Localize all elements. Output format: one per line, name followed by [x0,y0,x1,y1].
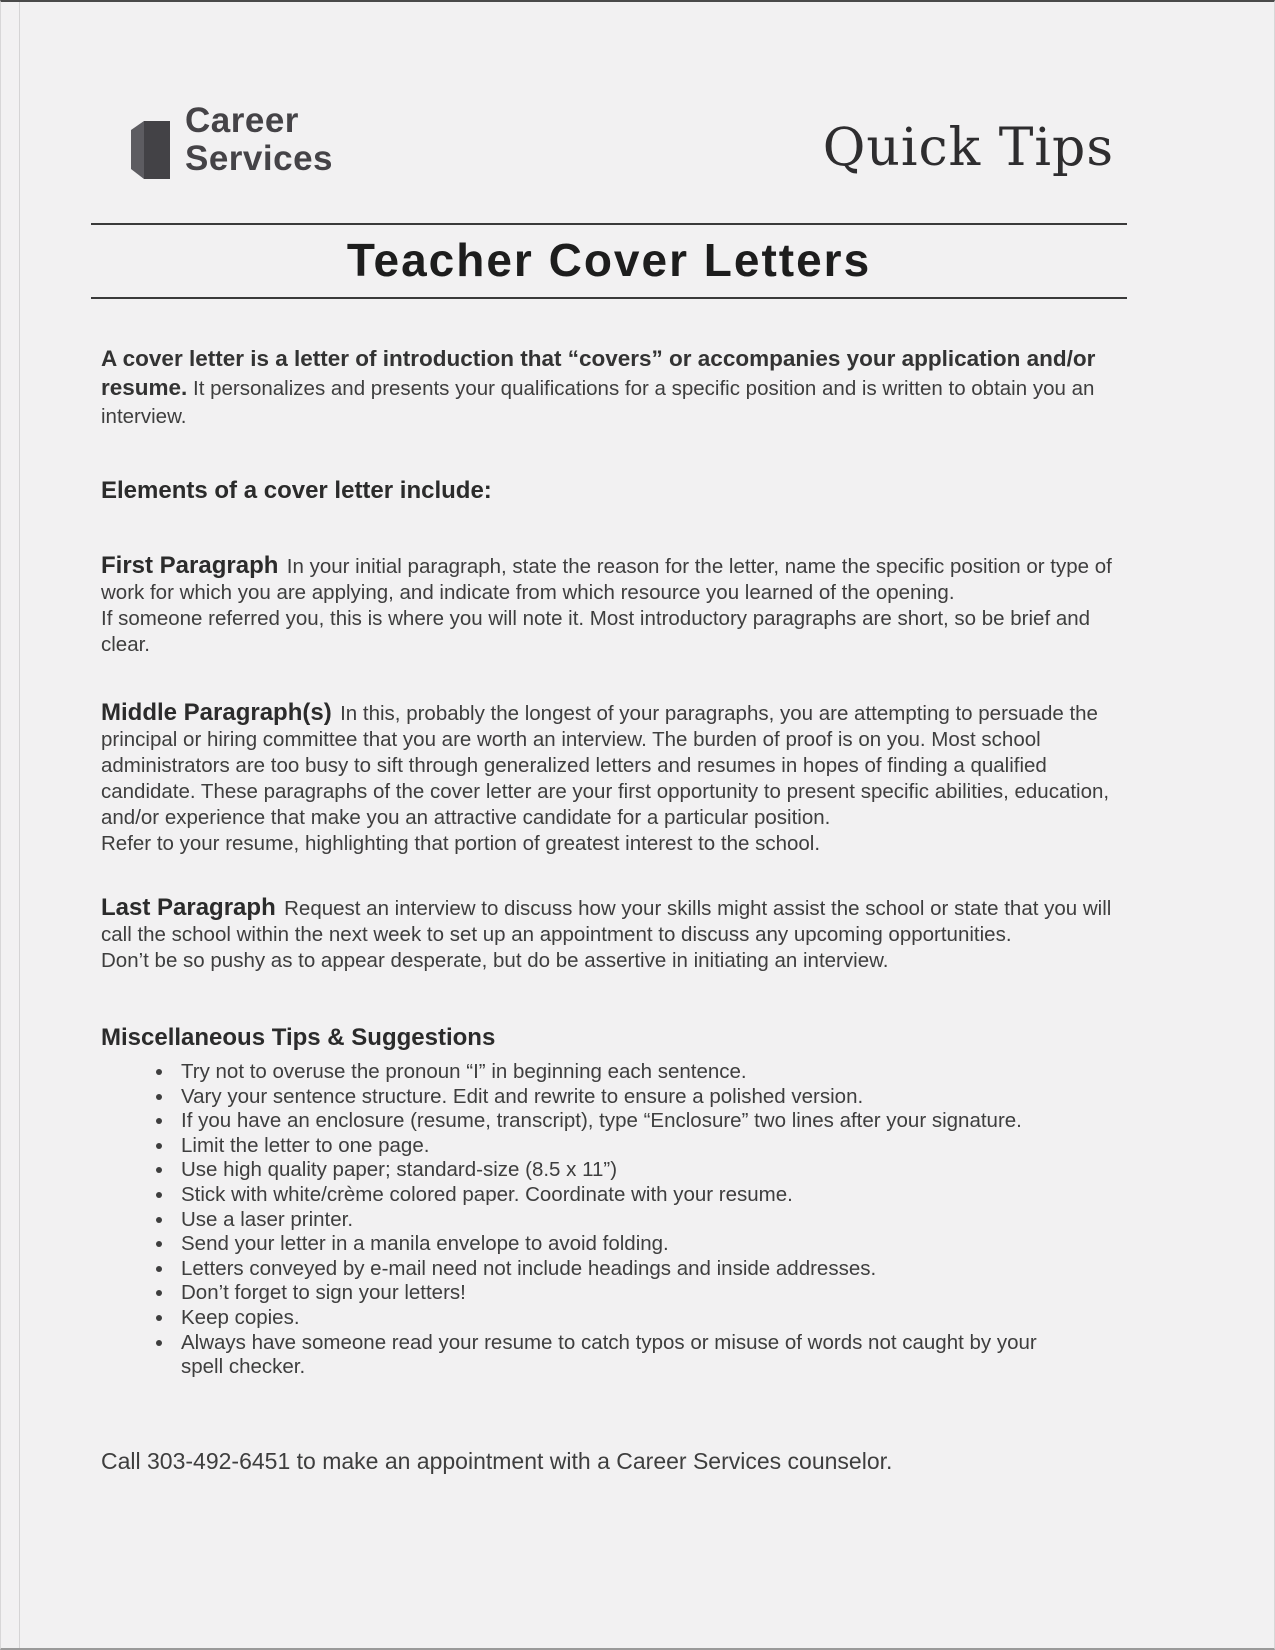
list-item: • If you have an enclosure (resume, transcript), type “Enclosure” two lines after your signature. [175,1109,1064,1134]
quick-tips-wordmark: Quick Tips [822,118,1114,178]
logo-text [185,102,333,178]
list-item: • Use high quality paper; standard-size (8.5 x 11”) [175,1158,1064,1183]
section-first-paragraph [101,553,1134,658]
list-item: • Letters conveyed by e-mail need not include headings and inside addresses. [175,1257,1064,1282]
section-label: Last Paragraph [101,894,276,921]
intro-rest-text: It personalizes and presents your qualifications for a specific position and is written to obtain you an interview. [101,377,1095,428]
list-item: • Always have someone read your resume to catch typos or misuse of words not caught by your spell checker. [175,1331,1064,1380]
logo-line1: Career [185,101,299,140]
section-extra: If someone referred you, this is where you will note it. Most introductory paragraphs are short, so be brief and clear. [101,607,1091,656]
section-label: Middle Paragraph(s) [101,699,332,726]
title-rule-bottom [91,297,1127,299]
list-item: • Use a laser printer. [175,1208,1064,1233]
section-extra: Don’t be so pushy as to appear desperate, but do be assertive in initiating an interview. [101,949,889,972]
section-body: In your initial paragraph, state the reason for the letter, name the specific position or type of work for which you are applying, and indicate from which resource you learned of the opening. [101,555,1112,604]
logo-line2: Services [185,139,334,178]
list-item: • Send your letter in a manila envelope to avoid folding. [175,1232,1064,1257]
intro-paragraph [101,345,1134,431]
section-last-paragraph [101,895,1134,974]
masthead [1,2,1274,187]
footer-call-line: Call 303-492-6451 to make an appointment with a Career Services counselor. [101,1447,893,1474]
section-extra: Refer to your resume, highlighting that portion of greatest interest to the school. [101,832,821,855]
list-item: • Try not to overuse the pronoun “I” in beginning each sentence. [175,1060,1064,1085]
section-label: First Paragraph [101,552,279,579]
tips-list [101,1060,1064,1380]
elements-heading: Elements of a cover letter include: [101,477,492,504]
page-title: Teacher Cover Letters [346,234,872,286]
list-item: • Limit the letter to one page. [175,1134,1064,1159]
section-middle-paragraphs [101,700,1134,857]
tips-heading: Miscellaneous Tips & Suggestions [101,1024,496,1051]
list-item: • Stick with white/crème colored paper. Coordinate with your resume. [175,1183,1064,1208]
list-item: • Don’t forget to sign your letters! [175,1281,1064,1306]
section-body: In this, probably the longest of your paragraphs, you are attempting to persuade the principal or hiring committee that you are worth an interview. The burden of proof is on you. Most school administrators are too busy to sift through generalized letters and resumes in hopes of finding a qualified candidate. These paragraphs of the cover letter are your first opportunity to present specific abilities, education, and/or experience that make you an attractive candidate for a particular position. [101,702,1110,829]
book-icon [129,118,175,187]
section-body: Request an interview to discuss how your skills might assist the school or state that you will call the school within the next week to set up an appointment to discuss any upcoming opportunities. [101,897,1112,946]
list-item: • Vary your sentence structure. Edit and rewrite to ensure a polished version. [175,1085,1064,1110]
career-services-logo [129,102,333,187]
list-item: • Keep copies. [175,1306,1064,1331]
intro-lead-text: A cover letter is a letter of introduction that “covers” or accompanies your application and/or resume. [101,346,1096,400]
